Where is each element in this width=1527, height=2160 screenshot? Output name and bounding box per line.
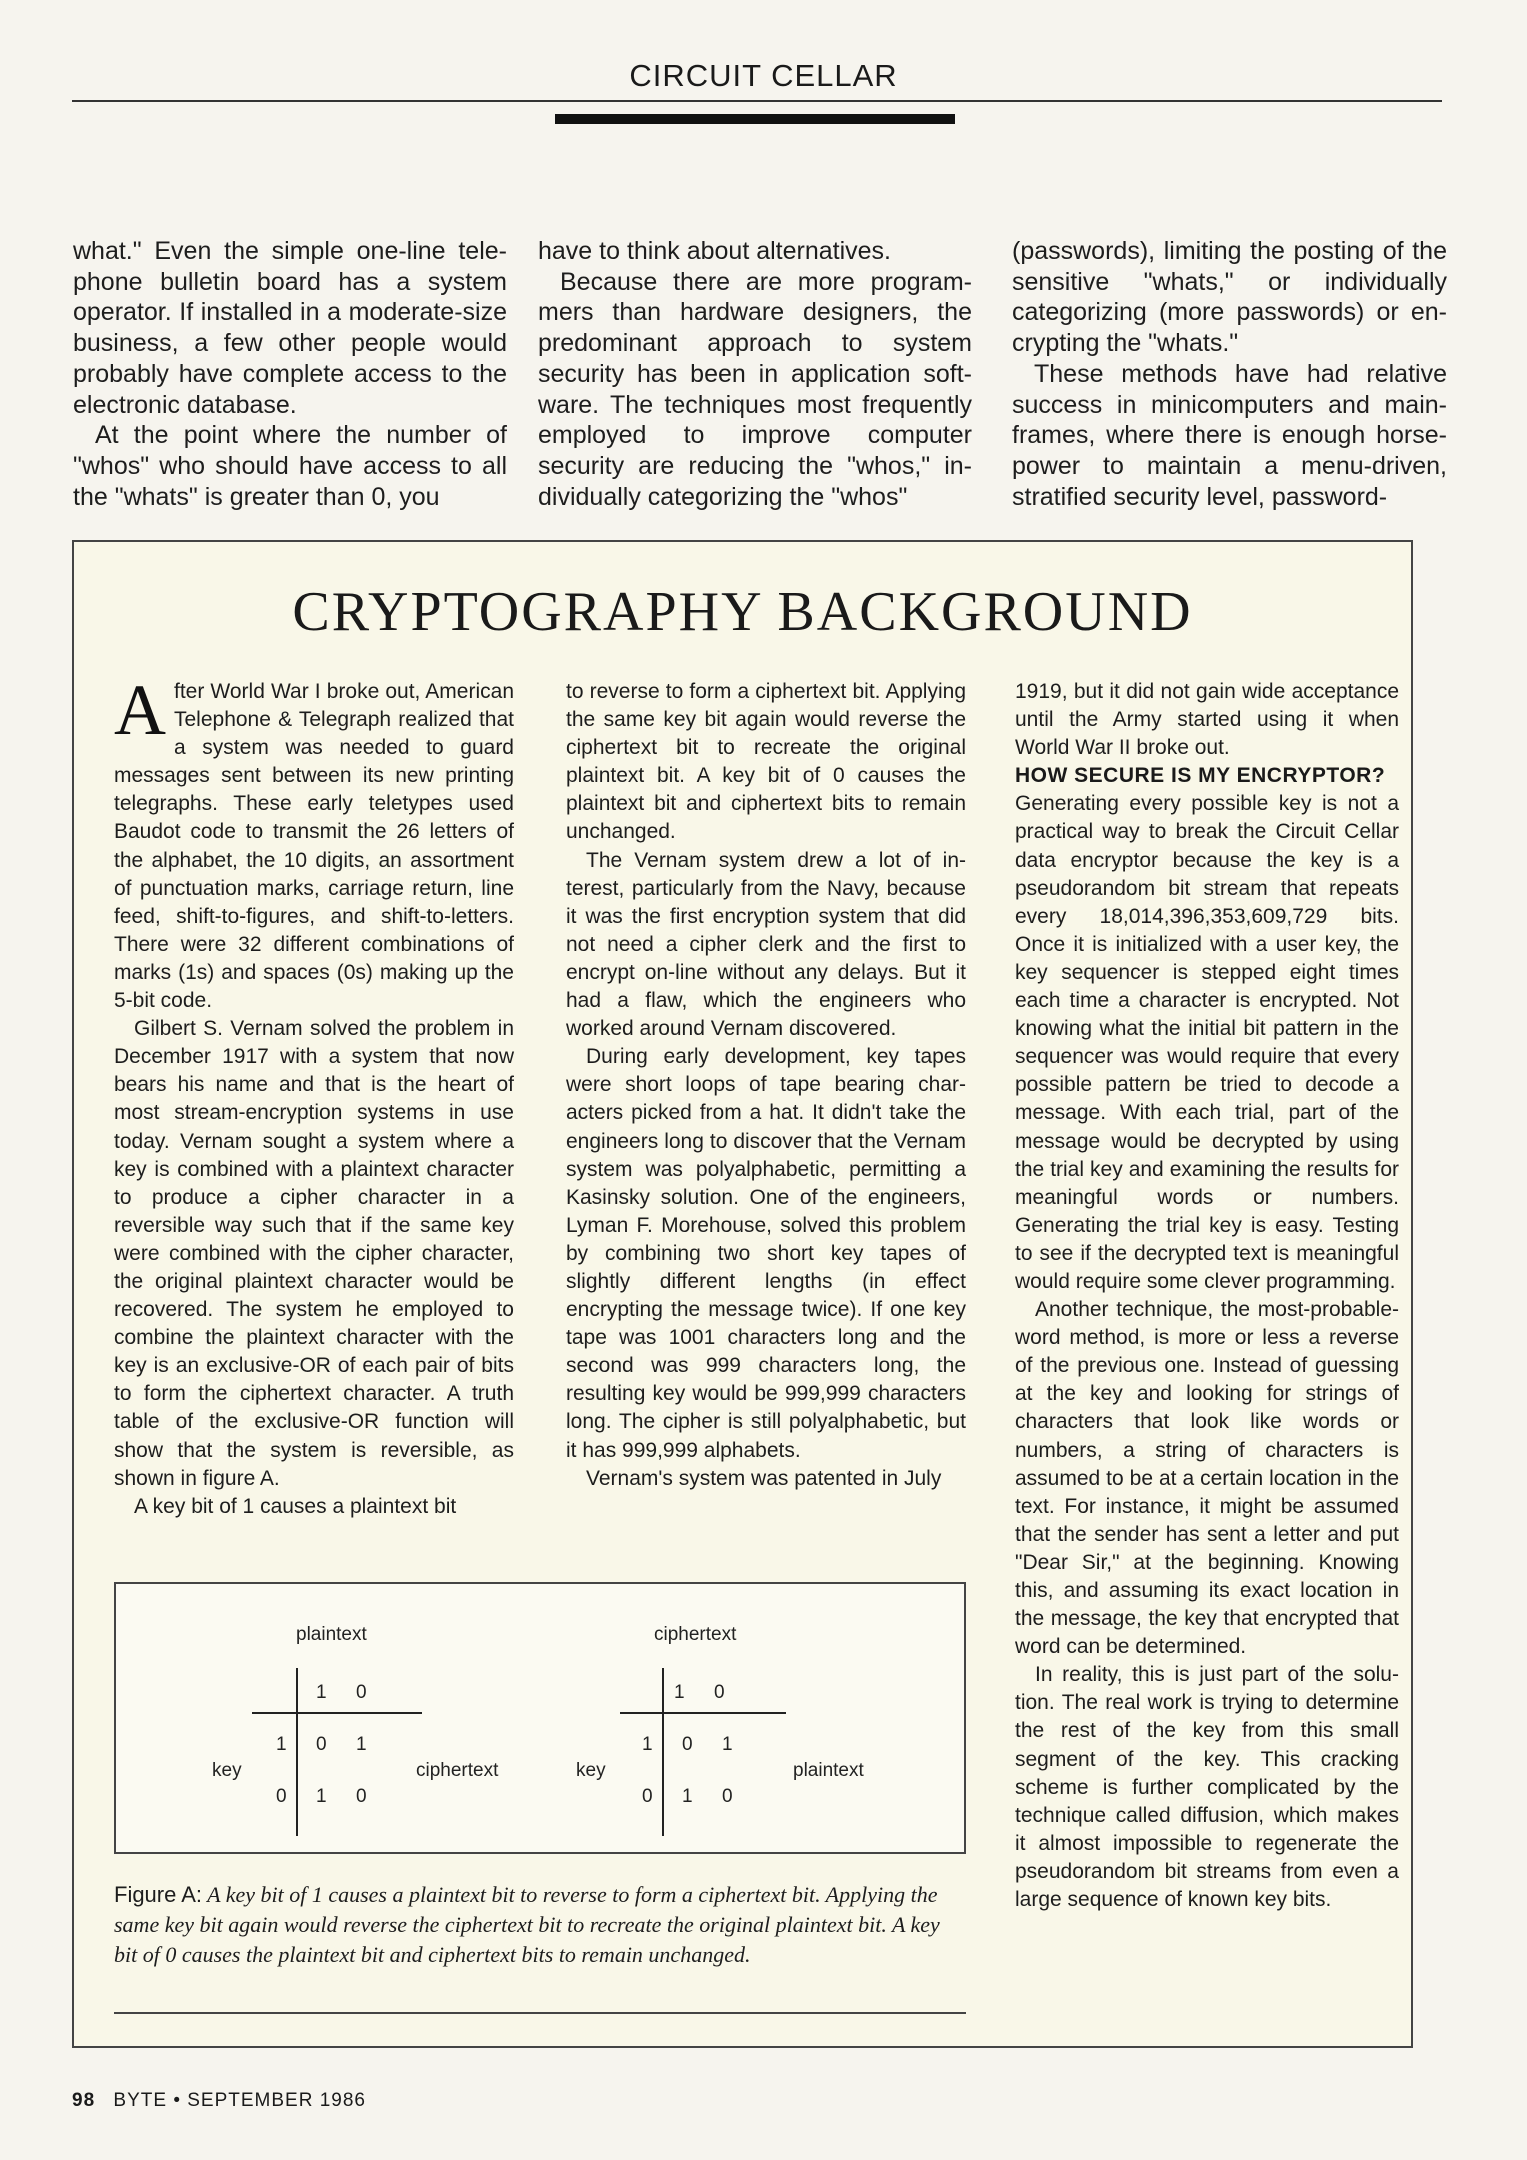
page-footer [72, 2090, 366, 2112]
table1-row-header: 1 [276, 1734, 287, 1755]
table1-horizontal-rule [252, 1712, 422, 1714]
article-paragraph: (passwords), limiting the posting of the sensitive "whats," or individually categorizing (more passwords) or encrypting the "whats." [1012, 237, 1447, 358]
sidebar-paragraph: 1919, but it did not gain wide acceptance until the Army started using it when World War II broke out. [1015, 680, 1399, 760]
article-paragraph: have to think about alternatives. [538, 237, 892, 265]
article-paragraph: Because there are more programmers than hardware designers, the predominant approach to system security has been in application software. The techniques most frequently employed to improve computer security are reducing the "whos," individually categorizing the "whos" [538, 267, 972, 511]
table2-result-label: plaintext [793, 1760, 864, 1781]
sidebar-paragraph: to reverse to form a ciphertext bit. Applying the same key bit again would reverse the ciphertext bit to recreate the original plaintext bit. A key bit of 0 causes the plaintext bit and ciphertext bits to remain unchanged. [566, 680, 966, 844]
table1-col-header: 1 [316, 1682, 327, 1703]
sidebar-paragraph: Generating every possible key is not a practical way to break the Circuit Cellar data encryptor because the key is a pseudorandom bit stream that repeats every 18,014,396,353,609,729 bits. Once it is initialized with a user key, the key sequencer is stepped eight times each time a character is encrypted. Not knowing what the initial bit pattern in the sequencer was would require that every possible pattern be tried to decode a message. With each trial, part of the message would be decrypted by using the trial key and examining the results for meaningful words or numbers. Generating the trial key is easy. Testing to see if the decrypted text is meaningful would require some clever programming. [1015, 792, 1399, 1293]
table1-result-label: ciphertext [416, 1760, 499, 1781]
table1-cell: 0 [356, 1786, 367, 1807]
article-paragraph: At the point where the number of "whos" who should have access to all the "whats" is greater than 0, you [73, 421, 507, 511]
sidebar-subhead: HOW SECURE IS MY ENCRYPTOR? [1015, 764, 1386, 788]
caption-rule [114, 2012, 966, 2014]
article-column-2 [538, 236, 972, 512]
table1-vertical-rule [296, 1668, 298, 1836]
article-paragraph: what." Even the simple one-line telephone bulletin board has a system operator. If installed in a moderate-size business, a few other people would probably have complete access to the electronic database. [73, 237, 507, 419]
sidebar-paragraph: Vernam's system was patented in July [586, 1466, 942, 1490]
table2-col-header: 1 [674, 1682, 685, 1703]
sidebar-paragraph: In reality, this is just part of the solution. The real work is trying to determine the rest of the key from this small segment of the key. This cracking scheme is further complicated by the technique called diffusion, which makes it almost impossible to regenerate the pseudorandom bit streams from even a large sequence of known key bits. [1015, 1663, 1399, 1912]
sidebar-paragraph: fter World War I broke out, American Telephone & Telegraph realized that a system was needed to guard messages sent between its new printing telegraphs. These early teletypes used Baudot code to transmit the 26 letters of the alphabet, the 10 digits, an assortment of punctuation marks, carriage return, line feed, shift-to-figures, and shift-to-letters. There were 32 different combinations of marks (1s) and spaces (0s) making up the 5-bit code. [114, 680, 514, 1013]
section-title: CIRCUIT CELLAR [629, 58, 898, 93]
sidebar-column-3 [1015, 678, 1399, 1914]
table2-col-header: 0 [714, 1682, 725, 1703]
sidebar-paragraph: The Vernam system drew a lot of interest, particularly from the Navy, because it was the first encryption system that did not need a cipher clerk and the first to encrypt on-line without any delays. But it had a flaw, which the engineers who worked around Vernam discovered. [566, 848, 966, 1041]
sidebar-column-1 [114, 670, 514, 1521]
table2-row-header: 1 [642, 1734, 653, 1755]
table1-cell: 1 [316, 1786, 327, 1807]
sidebar-paragraph: A key bit of 1 causes a plaintext bit [134, 1494, 457, 1518]
header-rule [72, 100, 1442, 102]
drop-cap: A [114, 670, 166, 750]
cryptography-sidebar [72, 540, 1413, 2048]
sidebar-title: CRYPTOGRAPHY BACKGROUND [292, 581, 1193, 643]
figure-a-truth-tables [114, 1582, 966, 1854]
table1-cell: 0 [316, 1734, 327, 1755]
table2-cell: 0 [722, 1786, 733, 1807]
sidebar-paragraph: During early development, key tapes were short loops of tape bearing characters picked from a hat. It didn't take the engineers long to discover that the Vernam system was polyalphabetic, permitting a Kasinsky solution. One of the engineers, Lyman F. Morehouse, solved this problem by combining two short key tapes of slightly different lengths (in effect encrypting the message twice). If one key tape was 1001 characters long and the second was 999 characters long, the resulting key would be 999,999 characters long. The cipher is still polyalphabetic, but it has 999,999 alphabets. [566, 1045, 966, 1462]
sidebar-paragraph: Another technique, the most-probable-word method, is more or less a reverse of the previous one. Instead of guessing at the key and looking for strings of characters that look like words or numbers, a string of characters is assumed to be at a certain location in the text. For instance, it might be assumed that the sender has sent a letter and put "Dear Sir," at the beginning. Knowing this, and assuming its exact location in the message, the key that encrypted that word can be determined. [1015, 1298, 1399, 1659]
table1-col-header: 0 [356, 1682, 367, 1703]
figure-caption-label: Figure A: [114, 1882, 203, 1907]
table1-top-label: plaintext [296, 1624, 367, 1645]
publication-line: BYTE • SEPTEMBER 1986 [113, 2090, 366, 2111]
table2-side-label: key [576, 1760, 606, 1781]
header-bar [555, 114, 955, 124]
sidebar-column-2 [566, 678, 966, 1493]
sidebar-paragraph: Gilbert S. Vernam solved the problem in December 1917 with a system that now bears his name and that is the heart of most stream-encryption systems in use today. Vernam sought a system where a key is combined with a plaintext character to produce a cipher character in a reversible way such that if the same key were combined with the cipher character, the original plaintext character would be recovered. The system he employed to combine the plaintext character with the key is an exclusive-OR of each pair of bits to form the ciphertext character. A truth table of the exclusive-OR function will show that the system is reversible, as shown in figure A. [114, 1017, 514, 1490]
article-column-3 [1012, 236, 1447, 512]
article-paragraph: These methods have had relative success in minicomputers and mainframes, where there is enough horsepower to maintain a menu-driven, stratified security level, password- [1012, 359, 1447, 511]
table2-top-label: ciphertext [654, 1624, 737, 1645]
table2-cell: 1 [682, 1786, 693, 1807]
table2-cell: 1 [722, 1734, 733, 1755]
article-column-1 [73, 236, 507, 512]
figure-caption [114, 1880, 966, 1970]
table2-cell: 0 [682, 1734, 693, 1755]
table1-row-header: 0 [276, 1786, 287, 1807]
page-number: 98 [72, 2090, 96, 2111]
table2-vertical-rule [662, 1668, 664, 1836]
table2-row-header: 0 [642, 1786, 653, 1807]
figure-caption-text: A key bit of 1 causes a plaintext bit to reverse to form a ciphertext bit. Applying the same key bit again would reverse the ciphertext bit to recreate the original plaintext bit. A key bit of 0 causes the plaintext bit and ciphertext bits to remain unchanged. [114, 1882, 940, 1967]
table2-horizontal-rule [620, 1712, 786, 1714]
table1-cell: 1 [356, 1734, 367, 1755]
table1-side-label: key [212, 1760, 242, 1781]
